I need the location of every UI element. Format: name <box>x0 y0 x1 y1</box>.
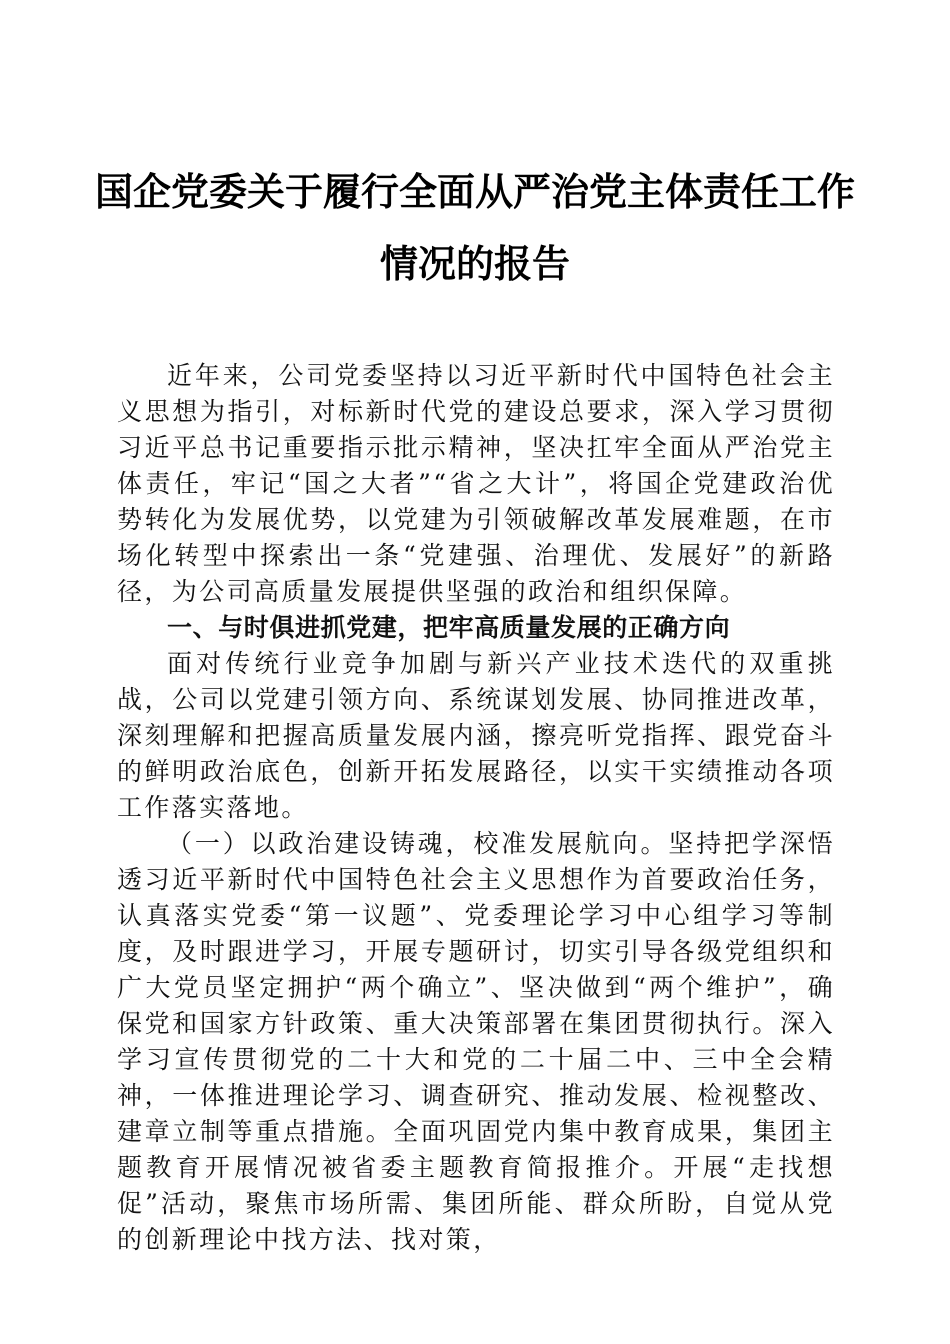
subsection-1-lead: （一）以政治建设铸魂，校准发展航向。 <box>167 829 669 858</box>
section-1-paragraph: 面对传统行业竞争加剧与新兴产业技术迭代的双重挑战，公司以党建引领方向、系统谋划发展、协同推进改革，深刻理解和把握高质量发展内涵，擦亮听党指挥、跟党奋斗的鲜明政治底色，创新开拓发展路径，以实干实绩推动各项工作落实落地。 <box>117 649 835 822</box>
document-body <box>117 358 835 1258</box>
intro-paragraph: 近年来，公司党委坚持以习近平新时代中国特色社会主义思想为指引，对标新时代党的建设总要求，深入学习贯彻习近平总书记重要指示批示精神，坚决扛牢全面从严治党主体责任，牢记“国之大者”“省之大计”，将国企党建政治优势转化为发展优势，以党建为引领破解改革发展难题，在市场化转型中探索出一条“党建强、治理优、发展好”的新路径，为公司高质量发展提供坚强的政治和组织保障。 <box>117 361 835 606</box>
document-title-line-1: 国企党委关于履行全面从严治党主体责任工作 <box>94 169 855 214</box>
section-1-heading: 一、与时俱进抓党建，把牢高质量发展的正确方向 <box>167 613 731 642</box>
document-title-line-2: 情况的报告 <box>379 241 570 286</box>
subsection-1-paragraph <box>117 826 835 1258</box>
subsection-1-body: 坚持把学深悟透习近平新时代中国特色社会主义思想作为首要政治任务，认真落实党委“第一议题”、党委理论学习中心组学习等制度，及时跟进学习，开展专题研讨，切实引导各级党组织和广大党员坚定拥护“两个确立”、坚决做到“两个维护”，确保党和国家方针政策、重大决策部署在集团贯彻执行。深入学习宣传贯彻党的二十大和党的二十届二中、三中全会精神，一体推进理论学习、调查研究、推动发展、检视整改、建章立制等重点措施。全面巩固党内集中教育成果，集团主题教育开展情况被省委主题教育简报推介。开展“走找想促”活动，聚焦市场所需、集团所能、群众所盼，自觉从党的创新理论中找方法、找对策， <box>117 829 836 1254</box>
